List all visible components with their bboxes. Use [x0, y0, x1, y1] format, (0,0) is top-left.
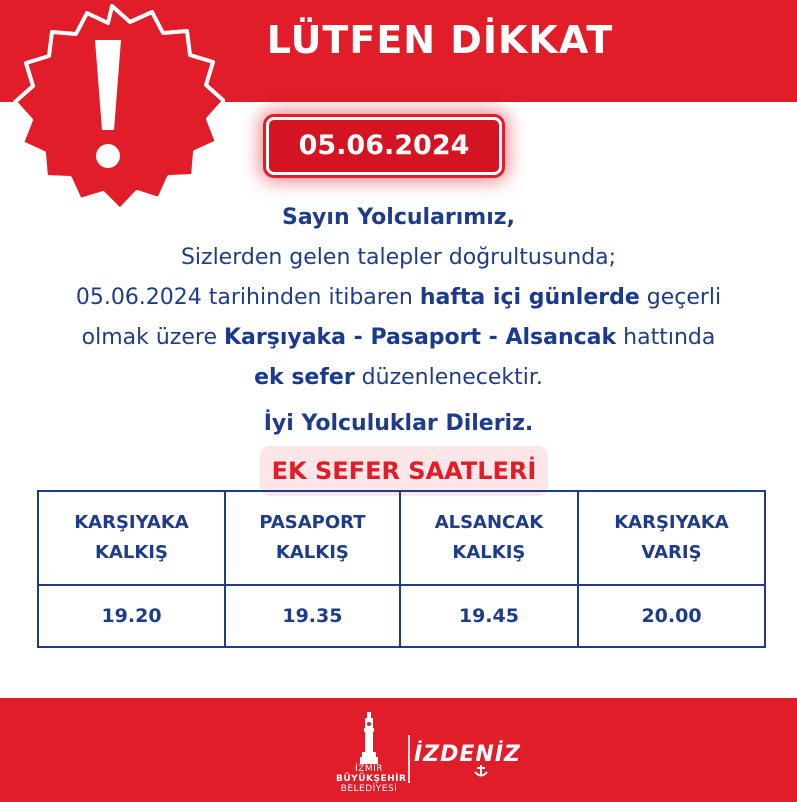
message-line-3: olmak üzere Karşıyaka - Pasaport - Alsancak hattında	[81, 325, 716, 350]
message-line-1: Sizlerden gelen talepler doğrultusunda;	[180, 245, 617, 270]
ibb-line-1: İZMİR	[355, 764, 383, 774]
column-header: KARŞIYAKA KALKIŞ	[38, 491, 225, 585]
time-cell: 19.20	[38, 585, 225, 647]
exclamation-badge-icon	[0, 0, 225, 225]
page-title: LÜTFEN DİKKAT	[266, 18, 614, 62]
column-header: PASAPORT KALKIŞ	[225, 491, 400, 585]
anchor-icon	[474, 764, 488, 778]
announcement-message	[20, 198, 777, 444]
izdeniz-wordmark: İZDENİZ	[414, 742, 521, 767]
greeting: Sayın Yolcularımız,	[282, 205, 515, 230]
column-header: KARŞIYAKA VARIŞ	[578, 491, 765, 585]
schedule-header-row	[38, 491, 765, 585]
schedule-table	[37, 490, 766, 648]
column-header: ALSANCAK KALKIŞ	[400, 491, 578, 585]
izdeniz-logo	[414, 738, 521, 778]
ibb-line-3: BELEDİYESİ	[340, 784, 398, 794]
clock-tower-icon	[358, 712, 380, 764]
time-cell: 19.35	[225, 585, 400, 647]
farewell: İyi Yolculuklar Dileriz.	[263, 411, 534, 436]
notice-date: 05.06.2024	[266, 117, 502, 175]
schedule-time-row	[38, 585, 765, 647]
message-line-4: ek sefer düzenlenecektir.	[254, 365, 543, 390]
message-line-2: 05.06.2024 tarihinden itibaren hafta içi günlerde geçerli	[75, 285, 722, 310]
time-cell: 20.00	[578, 585, 765, 647]
izmir-municipality-logo	[336, 712, 407, 796]
schedule-title: EK SEFER SAATLERİ	[260, 446, 548, 496]
ibb-line-2: BÜYÜKŞEHİR	[336, 774, 407, 784]
logo-divider	[408, 735, 410, 783]
time-cell: 19.45	[400, 585, 578, 647]
